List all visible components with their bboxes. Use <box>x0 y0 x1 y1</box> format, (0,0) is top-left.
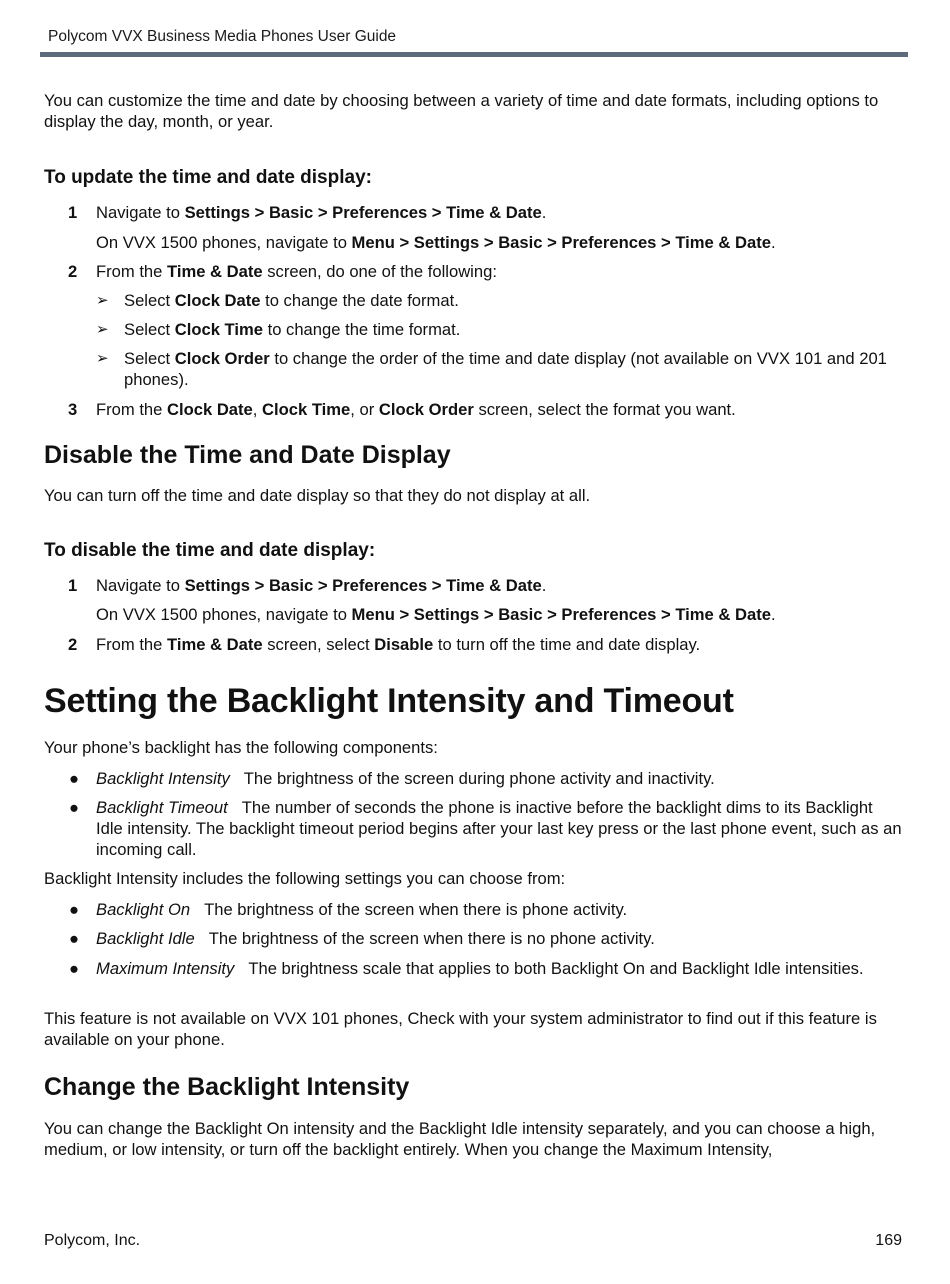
disable-step-1-note: On VVX 1500 phones, navigate to Menu > Settings > Basic > Preferences > Time & Date. <box>96 605 776 624</box>
backlight-intro-paragraph: Your phone’s backlight has the following components: <box>44 738 438 757</box>
change-intensity-heading: Change the Backlight Intensity <box>44 1073 410 1101</box>
intro-paragraph: You can customize the time and date by choosing between a variety of time and date formats, including options to display the day, month, or year. <box>44 91 879 131</box>
update-procedure-heading: To update the time and date display: <box>44 167 372 188</box>
update-step-1-note: On VVX 1500 phones, navigate to Menu > Settings > Basic > Preferences > Time & Date. <box>96 233 776 252</box>
step-text: Navigate to Settings > Basic > Preferences > Time & Date. <box>96 576 547 595</box>
bullet-icon: ● <box>69 959 80 978</box>
disable-section-heading: Disable the Time and Date Display <box>44 441 451 469</box>
bullet-icon: ● <box>69 769 80 788</box>
step-text: From the Time & Date screen, select Disable to turn off the time and date display. <box>96 635 701 654</box>
availability-note: This feature is not available on VVX 101 phones, Check with your system administrator to find out if this feature is available on your phone. <box>44 1009 877 1049</box>
step-text: Navigate to Settings > Basic > Preferences > Time & Date. <box>96 203 547 222</box>
footer-company: Polycom, Inc. <box>44 1232 141 1249</box>
bullet-icon: ● <box>69 929 80 948</box>
step-number: 3 <box>68 400 78 419</box>
disable-intro-paragraph: You can turn off the time and date display so that they do not display at all. <box>44 486 591 505</box>
bullet-icon: ● <box>69 900 80 919</box>
step-number: 1 <box>68 203 78 222</box>
step-number: 2 <box>68 262 78 281</box>
backlight-chapter-heading: Setting the Backlight Intensity and Timeout <box>44 682 734 720</box>
bullet-icon: ● <box>69 798 80 817</box>
disable-procedure-heading: To disable the time and date display: <box>44 540 376 561</box>
step-number: 1 <box>68 576 78 595</box>
running-header: Polycom VVX Business Media Phones User Guide <box>48 28 397 45</box>
step-number: 2 <box>68 635 78 654</box>
header-rule <box>40 52 908 57</box>
settings-intro-paragraph: Backlight Intensity includes the following settings you can choose from: <box>44 869 566 888</box>
step-text: From the Time & Date screen, do one of the following: <box>96 262 497 281</box>
page-number: 169 <box>875 1232 902 1249</box>
change-intensity-paragraph: You can change the Backlight On intensity and the Backlight Idle intensity separately, and you can choose a high, medium, or low intensity, or turn off the backlight entirely. When you change the Maximum Intensity, <box>44 1119 876 1159</box>
arrow-bullet-icon: ➢ <box>96 292 109 309</box>
arrow-bullet-icon: ➢ <box>96 350 109 367</box>
arrow-bullet-icon: ➢ <box>96 321 109 338</box>
step-text: From the Clock Date, Clock Time, or Clock Order screen, select the format you want. <box>96 400 736 419</box>
